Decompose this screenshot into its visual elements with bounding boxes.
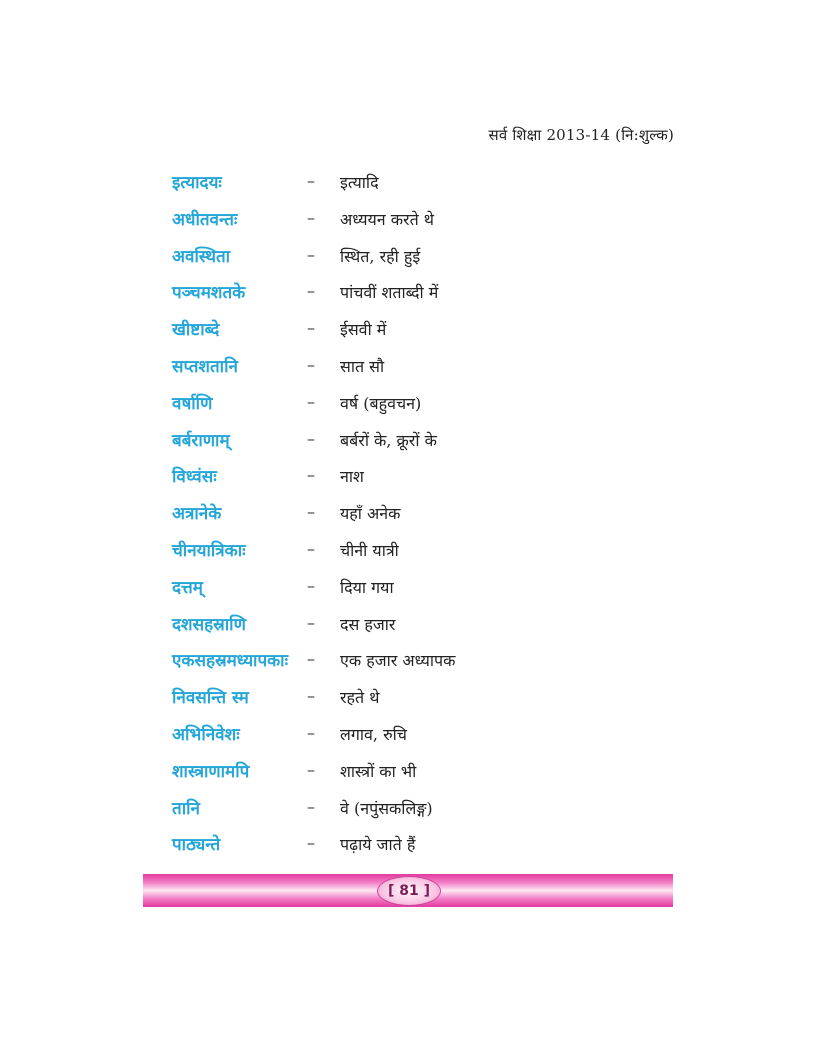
glossary-meaning: चीनी यात्री [340, 540, 399, 560]
glossary-term: सप्तशतानि [172, 356, 238, 377]
separator-dash: – [307, 281, 315, 301]
glossary-term: बर्बराणाम् [172, 430, 230, 451]
glossary-term: चीनयात्रिकाः [172, 540, 246, 561]
glossary-meaning: ईसवी में [340, 320, 387, 340]
glossary-row [172, 352, 672, 389]
glossary-meaning: नाश [340, 467, 364, 487]
glossary-meaning: वे (नपुंसकलिङ्ग) [340, 798, 433, 818]
glossary-row [172, 426, 672, 463]
glossary-meaning: यहाँ अनेक [340, 504, 401, 524]
glossary-term: पाठ्यन्ते [172, 835, 221, 856]
glossary-meaning: लगाव, रुचि [340, 724, 407, 744]
glossary-term: पञ्चमशतके [172, 283, 246, 304]
glossary-meaning: शास्त्रों का भी [340, 761, 417, 781]
glossary-row [172, 757, 672, 794]
glossary-row [172, 205, 672, 242]
glossary-row [172, 389, 672, 426]
glossary-meaning: बर्बरों के, क्रूरों के [340, 430, 437, 450]
glossary-row [172, 462, 672, 499]
glossary-term: इत्यादयः [172, 173, 222, 193]
separator-dash: – [307, 722, 315, 742]
separator-dash: – [307, 649, 315, 669]
glossary-row [172, 499, 672, 536]
glossary-term: अभिनिवेशः [172, 724, 240, 745]
glossary-term: निवसन्ति स्म [172, 688, 249, 709]
glossary-row [172, 683, 672, 720]
glossary-meaning: रहते थे [340, 688, 380, 708]
glossary-row [172, 720, 672, 757]
glossary-row [172, 278, 672, 315]
glossary-row [172, 536, 672, 573]
glossary-term: अधीतवन्तः [172, 209, 238, 230]
glossary-term: वर्षाणि [172, 393, 213, 414]
separator-dash: – [307, 207, 315, 227]
separator-dash: – [307, 833, 315, 853]
separator-dash: – [307, 759, 315, 779]
glossary-meaning: दिया गया [340, 577, 394, 597]
separator-dash: – [307, 575, 315, 595]
separator-dash: – [307, 428, 315, 448]
glossary-row [172, 646, 672, 683]
separator-dash: – [307, 244, 315, 264]
glossary-meaning: एक हजार अध्यापक [340, 651, 456, 671]
glossary-row [172, 573, 672, 610]
glossary-list [172, 168, 672, 867]
page-header: सर्व शिक्षा 2013-14 (नि:शुल्क) [488, 126, 674, 144]
glossary-term: दत्तम् [172, 577, 203, 598]
separator-dash: – [307, 612, 315, 632]
glossary-row [172, 610, 672, 647]
separator-dash: – [307, 354, 315, 374]
separator-dash: – [307, 686, 315, 706]
glossary-meaning: दस हजार [340, 614, 396, 634]
glossary-row [172, 242, 672, 279]
glossary-meaning: स्थित, रही हुई [340, 246, 421, 266]
glossary-term: अत्रानेके [172, 504, 222, 525]
glossary-term: खीष्टाब्दे [172, 320, 220, 341]
glossary-meaning: सात सौ [340, 356, 385, 376]
glossary-row [172, 794, 672, 831]
glossary-row [172, 315, 672, 352]
glossary-term: शास्त्राणामपि [172, 761, 250, 782]
glossary-meaning: अध्ययन करते थे [340, 209, 435, 229]
separator-dash: – [307, 318, 315, 338]
separator-dash: – [307, 796, 315, 816]
glossary-meaning: पांचवीं शताब्दी में [340, 283, 439, 303]
glossary-meaning: इत्यादि [340, 173, 379, 192]
glossary-term: एकसहस्रमध्यापकाः [172, 651, 289, 672]
glossary-term: अवस्थिता [172, 246, 231, 267]
separator-dash: – [307, 391, 315, 411]
separator-dash: – [307, 171, 315, 190]
glossary-meaning: पढ़ाये जाते हैं [340, 835, 416, 855]
glossary-term: तानि [172, 798, 200, 819]
separator-dash: – [307, 538, 315, 558]
glossary-term: विध्वंसः [172, 467, 217, 488]
separator-dash: – [307, 502, 315, 522]
glossary-term: दशसहस्राणि [172, 614, 246, 635]
glossary-meaning: वर्ष (बहुवचन) [340, 393, 422, 413]
separator-dash: – [307, 465, 315, 485]
page-number: [ 81 ] [377, 876, 441, 906]
glossary-row [172, 168, 672, 205]
glossary-row [172, 830, 672, 867]
